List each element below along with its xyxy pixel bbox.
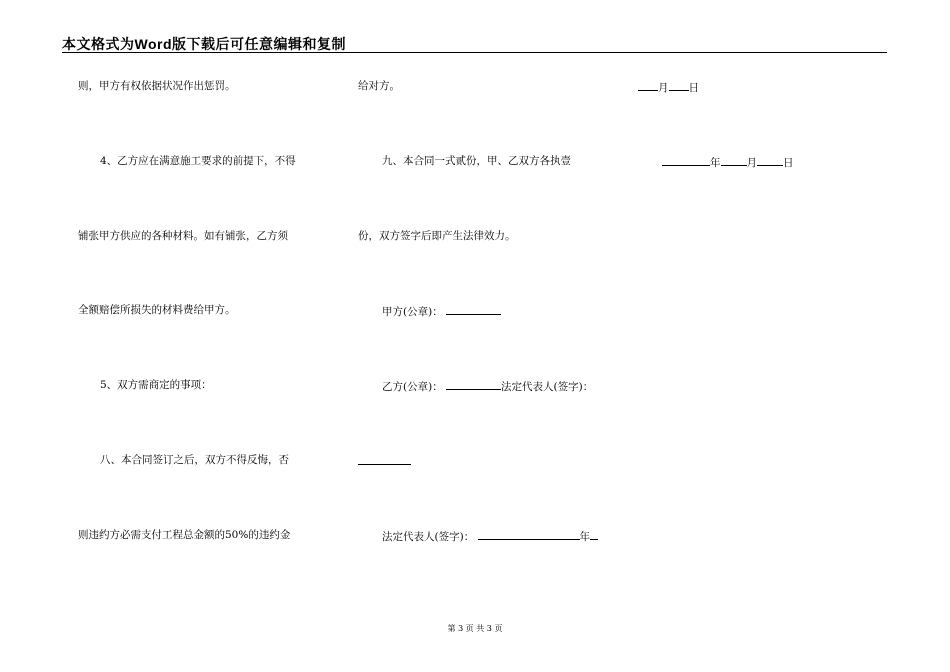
date-row-1 (638, 80, 699, 94)
party-b-seal-row (382, 379, 593, 393)
day-label-1: 日 (688, 82, 699, 94)
document-header-title: 本文格式为Word版下载后可任意编辑和复制 (62, 36, 347, 52)
left-line-7: 则违约方必需支付工程总金额的50%的违约金 (78, 529, 291, 541)
header-divider (62, 52, 887, 53)
year-blank-2 (662, 155, 710, 166)
signature-blank-row (358, 454, 411, 468)
left-line-5: 5、双方需商定的事项： (100, 379, 212, 391)
party-a-blank (446, 304, 501, 315)
party-b-label: 乙方(公章)： (382, 381, 443, 393)
legal-rep-blank (478, 529, 580, 540)
middle-line-3: 份，双方签字后即产生法律效力。 (358, 230, 516, 242)
day-blank-2 (757, 155, 783, 166)
left-line-3: 铺张甲方供应的各种材料。如有铺张，乙方须 (78, 230, 288, 242)
legal-rep-year: 年 (579, 531, 591, 543)
legal-rep-label-2: 法定代表人(签字)： (382, 531, 475, 543)
left-line-1: 则，甲方有权依据状况作出惩罚。 (78, 80, 236, 92)
legal-rep-label: 法定代表人(签字)： (501, 381, 594, 393)
party-b-blank (446, 379, 501, 390)
month-blank-2 (721, 155, 747, 166)
middle-line-1: 给对方。 (358, 80, 400, 92)
day-label-2: 日 (783, 157, 794, 169)
left-line-4: 全额赔偿所损失的材料费给甲方。 (78, 304, 236, 316)
page-footer: 第 3 页 共 3 页 (447, 624, 503, 633)
year-label-2: 年 (710, 157, 721, 169)
month-label-2: 月 (746, 157, 757, 169)
left-line-6: 八、本合同签订之后，双方不得反悔，否 (100, 454, 289, 466)
left-line-2: 4、乙方应在满意施工要求的前提下，不得 (100, 155, 296, 167)
party-a-label: 甲方(公章)： (382, 306, 443, 318)
date-row-2 (662, 155, 794, 169)
month-label-1: 月 (658, 82, 669, 94)
signature-blank (358, 454, 411, 465)
legal-rep-row (382, 529, 598, 543)
legal-rep-year-blank (590, 529, 598, 540)
party-a-seal-row (382, 304, 501, 318)
month-blank-1 (638, 80, 658, 91)
middle-line-2: 九、本合同一式贰份，甲、乙双方各执壹 (382, 155, 571, 167)
day-blank-1 (669, 80, 689, 91)
